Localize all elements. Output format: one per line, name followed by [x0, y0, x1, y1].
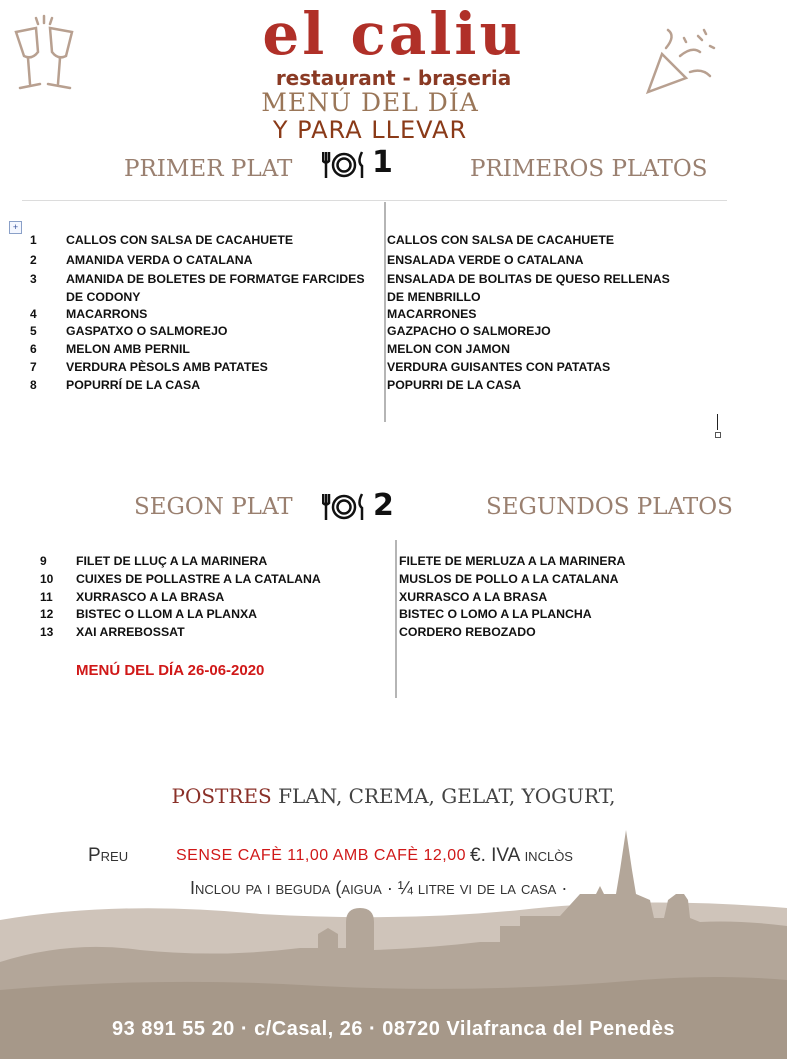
primer-item-num: 8	[30, 378, 37, 392]
section-divider-line	[22, 200, 727, 201]
fork-plate-knife-icon	[322, 492, 366, 522]
resize-handle[interactable]	[715, 432, 721, 438]
primer-item-es: VERDURA GUISANTES CON PATATAS	[387, 360, 611, 374]
segon-item-num: 11	[40, 590, 53, 604]
primer-item-es: MACARRONES	[387, 307, 477, 321]
primer-item-num: 4	[30, 307, 37, 321]
postres-line	[0, 784, 787, 808]
inclou-line: Inclou pa i beguda (aigua · ¼ litre vi de la casa ·	[190, 878, 568, 898]
course-number-2: 2	[373, 488, 394, 523]
price-label: Preu	[88, 845, 129, 866]
primer-item-num: 6	[30, 342, 37, 356]
primer-item-es: ENSALADA DE BOLITAS DE QUESO RELLENAS DE MENBRILLO	[387, 272, 670, 304]
primer-item-num: 7	[30, 360, 37, 374]
menu-date-label: MENÚ DEL DÍA 26-06-2020	[76, 662, 265, 679]
para-llevar-title: Y PARA LLEVAR	[272, 116, 468, 144]
primer-item-es: ENSALADA VERDE O CATALANA	[387, 253, 584, 267]
segon-item-ca: XURRASCO A LA BRASA	[76, 590, 225, 604]
logo-text: el caliu	[262, 0, 525, 68]
primer-item-num: 3	[30, 272, 37, 286]
footer-contact: 93 891 55 20 · c/Casal, 26 · 08720 Vilafranca del Penedès	[112, 1018, 675, 1040]
segon-item-es: XURRASCO A LA BRASA	[399, 590, 548, 604]
primer-item-ca: AMANIDA VERDA O CATALANA	[66, 253, 253, 267]
table-anchor-icon[interactable]: +	[9, 221, 22, 234]
primeros-platos-heading: PRIMEROS PLATOS	[470, 156, 708, 182]
primer-item-ca: VERDURA PÈSOLS AMB PATATES	[66, 360, 268, 374]
primer-item-ca: GASPATXO O SALMOREJO	[66, 324, 228, 338]
primer-item-es: CALLOS CON SALSA DE CACAHUETE	[387, 233, 615, 247]
segon-item-num: 13	[40, 625, 54, 639]
column-divider-segon	[395, 540, 397, 698]
segon-item-es: BISTEC O LOMO A LA PLANCHA	[399, 607, 592, 621]
text-cursor	[717, 414, 718, 430]
primer-item-es: POPURRI DE LA CASA	[387, 378, 522, 392]
primer-item-es: MELON CON JAMON	[387, 342, 510, 356]
segon-item-num: 10	[40, 572, 54, 586]
segon-item-num: 9	[40, 554, 47, 568]
postres-label: POSTRES	[171, 784, 272, 808]
primer-item-num: 1	[30, 233, 37, 247]
segon-item-num: 12	[40, 607, 54, 621]
primer-item-num: 2	[30, 253, 37, 267]
segon-item-ca: BISTEC O LLOM A LA PLANXA	[76, 607, 258, 621]
segon-item-es: FILETE DE MERLUZA A LA MARINERA	[399, 554, 626, 568]
primer-item-ca: AMANIDA DE BOLETES DE FORMATGE FARCIDES DE CODONY	[66, 272, 365, 304]
column-divider-primer	[384, 202, 386, 422]
logo-subtitle: restaurant - braseria	[275, 66, 512, 90]
fork-plate-knife-icon	[322, 150, 366, 180]
primer-item-ca: MACARRONS	[66, 307, 148, 321]
primer-item-ca: POPURRÍ DE LA CASA	[66, 378, 201, 392]
primer-item-num: 5	[30, 324, 37, 338]
primer-plat-heading: PRIMER PLAT	[124, 156, 293, 182]
primer-item-ca: CALLOS CON SALSA DE CACAHUETE	[66, 233, 294, 247]
price-value: SENSE CAFÈ 11,00 AMB CAFÈ 12,00	[176, 847, 466, 864]
postres-items: FLAN, CREMA, GELAT, YOGURT,	[278, 784, 616, 808]
segon-item-ca: CUIXES DE POLLASTRE A LA CATALANA	[76, 572, 321, 586]
course-number-1: 1	[372, 145, 393, 180]
primer-item-ca: MELON AMB PERNIL	[66, 342, 190, 356]
segundos-platos-heading: SEGUNDOS PLATOS	[486, 494, 733, 520]
segon-item-es: MUSLOS DE POLLO A LA CATALANA	[399, 572, 619, 586]
segon-item-ca: XAI ARREBOSSAT	[76, 625, 185, 639]
menu-title: MENÚ DEL DÍA	[261, 88, 479, 117]
iva-label: €. IVA inclòs	[470, 845, 573, 866]
segon-item-ca: FILET DE LLUÇ A LA MARINERA	[76, 554, 268, 568]
segon-item-es: CORDERO REBOZADO	[399, 625, 536, 639]
primer-item-es: GAZPACHO O SALMOREJO	[387, 324, 551, 338]
segon-plat-heading: SEGON PLAT	[134, 494, 293, 520]
